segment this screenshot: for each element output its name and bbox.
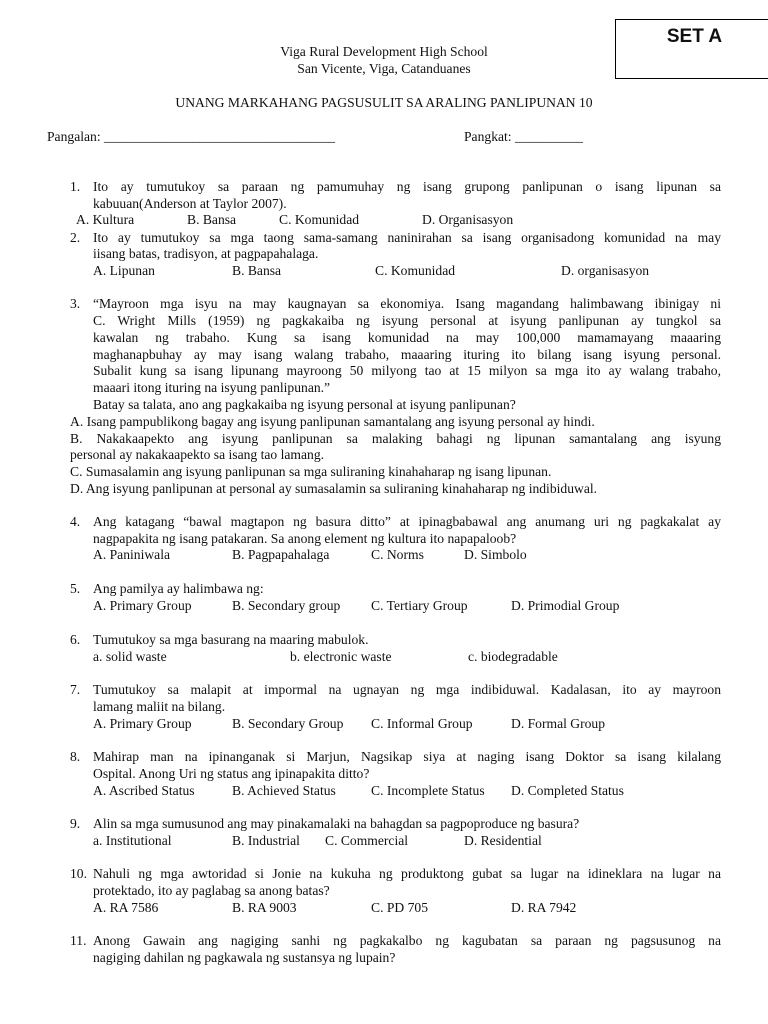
option-c[interactable]: C. Commercial [325,833,409,848]
section-field[interactable]: Pangkat: __________ [464,129,583,144]
option-a[interactable]: A. Isang pampublikong bagay ang isyung panlipunan samantalang ang isyung personal ay hindi. [70,414,595,429]
option-b[interactable]: B. Secondary Group [232,716,344,731]
option-b[interactable]: B. Nakakaapekto ang isyung panlipunan sa malaking bahagi ng lipunan samantalang ang isyung [70,431,721,446]
option-c[interactable]: C. Informal Group [371,716,473,731]
question-text-line: nagpapakita ng isang patakaran. Sa anong element ng kultura ito napapaloob? [93,531,517,546]
option-c[interactable]: C. Tertiary Group [371,598,468,613]
question-text-line: kawalan ng trabaho. Kung sa isang komunidad na may 100,000 mamamayang maaaring [93,330,721,345]
question-text-line: kabuuan(Anderson at Taylor 2007). [93,196,287,211]
option-c[interactable]: C. Komunidad [375,263,456,278]
option-d[interactable]: D. RA 7942 [511,900,577,915]
question-text-line: Ito ay tumutukoy sa paraan ng pamumuhay ng isang grupong panlipunan o isang lipunan sa [93,179,721,194]
question-text-line: Tumutukoy sa malapit at impormal na ugnayan ng mga indibiduwal. Kadalasan, ito ay mayroon [93,682,721,697]
question-text-line: Ang pamilya ay halimbawa ng: [93,581,264,596]
option-a[interactable]: A. Lipunan [93,263,155,278]
option-b[interactable]: B. RA 9003 [232,900,297,915]
question-number: 10. [70,866,87,881]
option-a[interactable]: A. Primary Group [93,598,192,613]
option-d[interactable]: D. Residential [464,833,542,848]
option-c[interactable]: C. Komunidad [279,212,360,227]
option-b[interactable]: b. electronic waste [290,649,392,664]
option-b-continued[interactable]: personal ay nakakaapekto sa isang tao lamang. [70,447,325,462]
option-b[interactable]: B. Achieved Status [232,783,336,798]
option-b[interactable]: B. Industrial [232,833,300,848]
option-a[interactable]: A. Ascribed Status [93,783,195,798]
option-d[interactable]: D. Ang isyung panlipunan at personal ay sumasalamin sa suliraning kinahaharap ng indibiduwal. [70,481,598,496]
question-text-line: Ospital. Anong Uri ng status ang ipinapakita ditto? [93,766,370,781]
option-d[interactable]: D. Completed Status [511,783,624,798]
question-text-line: Mahirap man na ipinanganak si Marjun, Nagsikap siya at naging isang Doktor sa isang kilalang [93,749,721,764]
question-number: 1. [70,179,81,194]
option-d[interactable]: D. Formal Group [511,716,606,731]
question-text-line: Nahuli ng mga awtoridad si Jonie na kukuha ng produktong gubat sa lugar na idineklara na lugar na [93,866,721,881]
option-c[interactable]: C. PD 705 [371,900,429,915]
set-label: SET A [666,26,723,47]
school-address: San Vicente, Viga, Catanduanes [297,61,471,76]
question-text-line: iisang batas, tradisyon, at pagpapahalaga. [93,246,319,261]
question-number: 11. [70,933,87,948]
option-b[interactable]: B. Secondary group [232,598,341,613]
option-b[interactable]: B. Pagpapahalaga [232,547,330,562]
option-a[interactable]: a. solid waste [93,649,167,664]
question-text-line: nagiging dahilan ng pagkawala ng sustansya ng lupain? [93,950,396,965]
question-prompt: Batay sa talata, ano ang pagkakaiba ng isyung personal at isyung panlipunan? [93,397,516,412]
question-number: 2. [70,230,81,245]
question-text-line: Anong Gawain ang nagiging sanhi ng pagkakalbo ng kagubatan sa paraan ng pagsusunog na [93,933,721,948]
option-b[interactable]: B. Bansa [187,212,237,227]
question-number: 9. [70,816,81,831]
option-d[interactable]: D. Primodial Group [511,598,620,613]
option-a[interactable]: A. Paniniwala [93,547,171,562]
question-text-line: maaari itong ituring na isyung panlipunan.” [93,380,331,395]
question-text-line: Tumutukoy sa mga basurang na maaring mabulok. [93,632,369,647]
option-a[interactable]: a. Institutional [93,833,172,848]
option-d[interactable]: D. Organisasyon [422,212,514,227]
option-a[interactable]: A. Primary Group [93,716,192,731]
question-text-line: Ito ay tumutukoy sa mga taong sama-samang naninirahan sa isang organisadong komunidad na may [93,230,721,245]
option-d[interactable]: D. organisasyon [561,263,650,278]
name-field[interactable]: Pangalan: __________________________________ [47,129,336,144]
question-text-line: Subalit kung sa isang lipunang mayroong 50 milyong tao at 15 milyon sa mga ito ay walang trabaho, [93,363,721,378]
option-c[interactable]: C. Incomplete Status [371,783,485,798]
option-b[interactable]: B. Bansa [232,263,282,278]
question-number: 3. [70,296,81,311]
question-text-line: Ang katagang “bawal magtapon ng basura ditto” at ipinagbabawal ang anumang uri ng pagkakalat ay [93,514,721,529]
question-number: 4. [70,514,81,529]
option-c[interactable]: C. Sumasalamin ang isyung panlipunan sa mga suliraning kinahaharap ng isang lipunan. [70,464,552,479]
question-number: 5. [70,581,81,596]
question-text-line: maghanapbuhay ay may isang walang trabaho, maaaring ituring ito bilang isang isyung personal. [93,347,721,362]
option-c[interactable]: c. biodegradable [468,649,558,664]
option-c[interactable]: C. Norms [371,547,424,562]
question-text-line: protektado, ito ay paglabag sa anong batas? [93,883,330,898]
question-text-line: “Mayroon mga isyu na may kaugnayan sa ekonomiya. Isang magandang halimbawang ibinigay ni [93,296,721,311]
question-text-line: lamang maliit na bilang. [93,699,226,714]
exam-title: UNANG MARKAHANG PAGSUSULIT SA ARALING PANLIPUNAN 10 [175,95,593,110]
option-a[interactable]: A. Kultura [76,212,135,227]
question-number: 6. [70,632,81,647]
question-text-line: C. Wright Mills (1959) ng pagkakaiba ng isyung personal at isyung panlipunan ay tungkol sa [93,313,721,328]
option-d[interactable]: D. Simbolo [464,547,527,562]
option-a[interactable]: A. RA 7586 [93,900,159,915]
question-text-line: Alin sa mga sumusunod ang may pinakamalaki na bahagdan sa pagpoproduce ng basura? [93,816,580,831]
question-number: 7. [70,682,81,697]
school-name: Viga Rural Development High School [280,44,488,59]
question-number: 8. [70,749,81,764]
